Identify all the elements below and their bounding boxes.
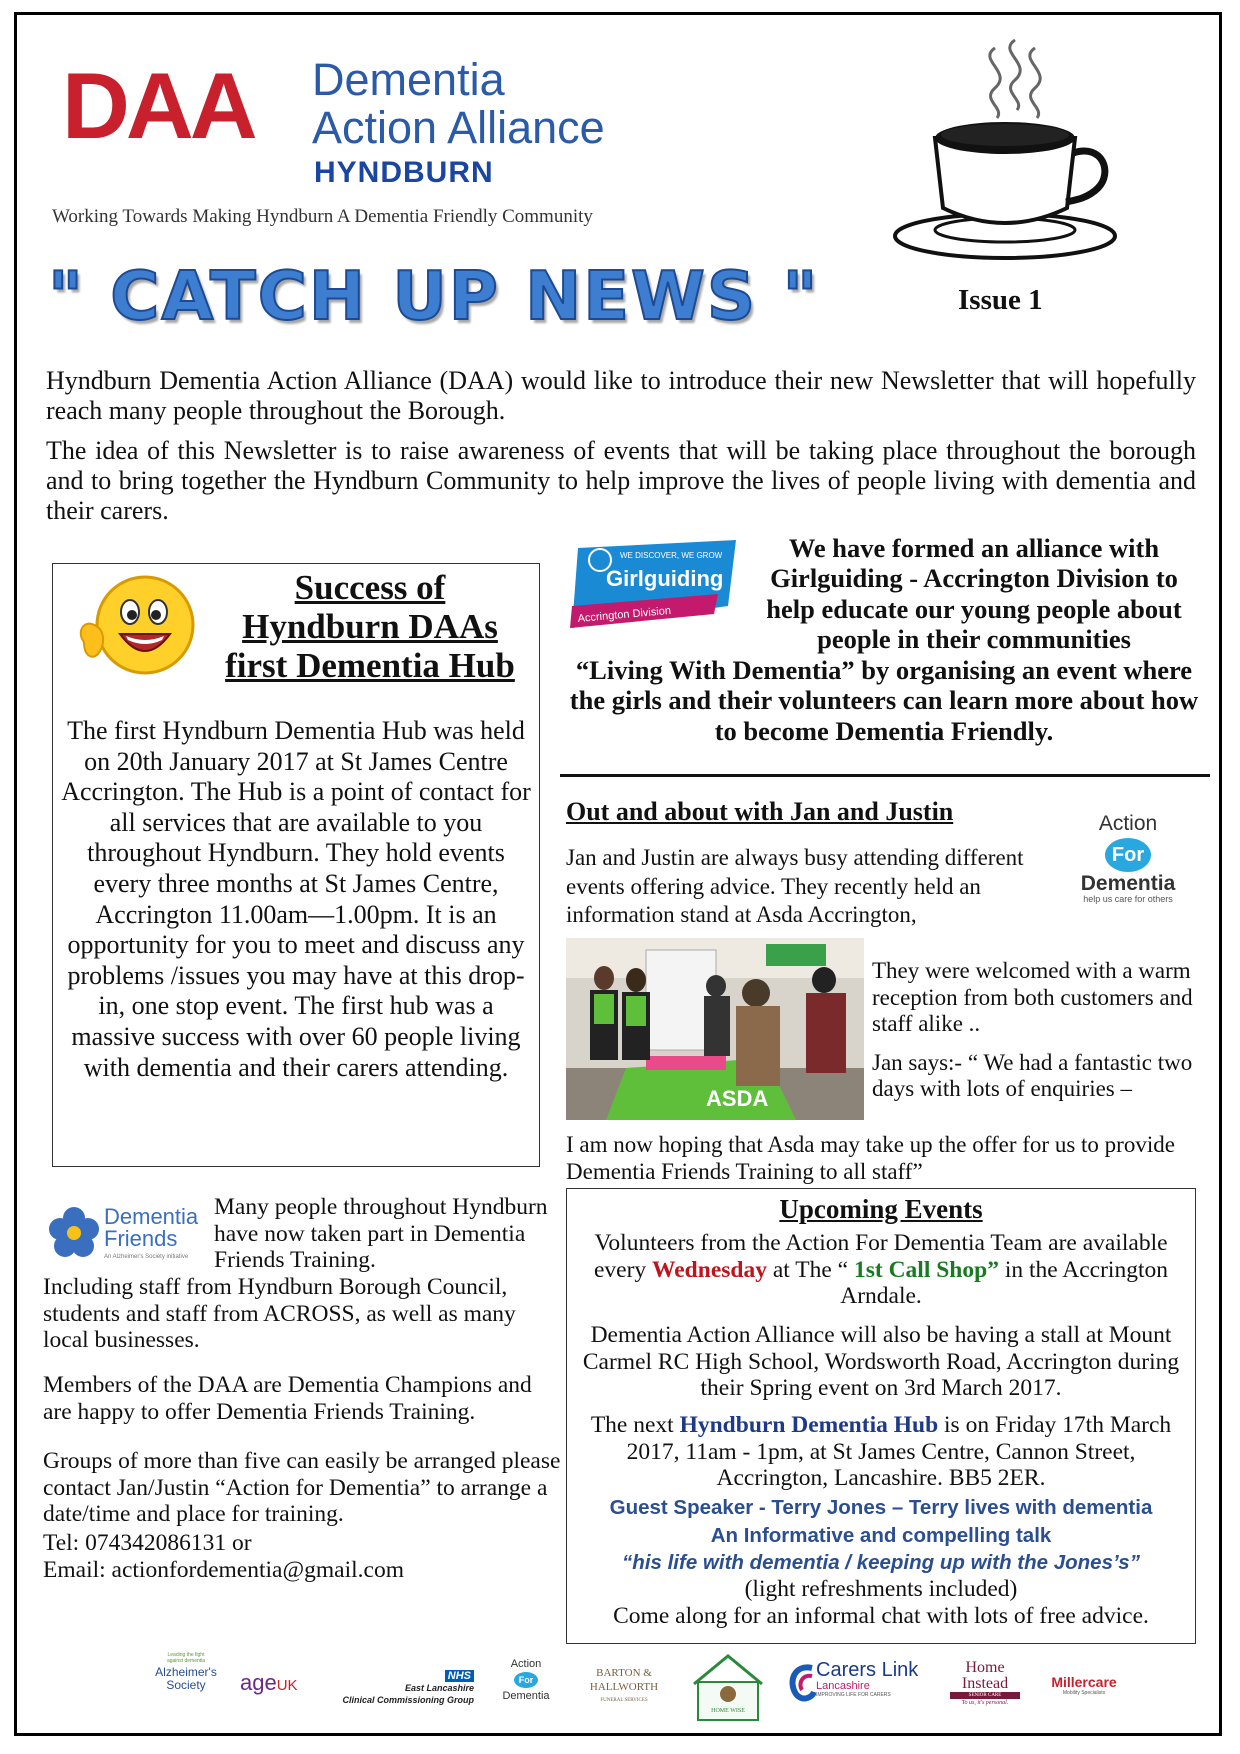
home-instead-line2: Instead <box>961 1675 1009 1692</box>
daa-logo-name <box>312 56 605 152</box>
carers-link-icon <box>786 1662 816 1702</box>
guest-speaker-line3: “his life with dementia / keeping up with the Jones’s” <box>622 1551 1140 1574</box>
hub-title-line3: first Dementia Hub <box>225 646 515 685</box>
bh-line1: BARTON & HALLWORTH <box>589 1667 659 1693</box>
events-p3-b: is on Friday 17th March 2017, 11am - 1pm, at St James Centre, Cannon Street, Accrington, Lancashire. BB5 2ER. <box>626 1412 1172 1491</box>
issue-number: Issue 1 <box>958 284 1043 316</box>
events-p1-b: at The “ <box>766 1256 854 1283</box>
intro-paragraph-2: The idea of this Newsletter is to raise awareness of events that will be taking place throughout the borough and to bring together the Hyndburn Community to help improve the lives of people living with dementia and their carers. <box>46 436 1196 525</box>
events-closing: Come along for an informal chat with lots of free advice. <box>613 1602 1149 1629</box>
guest-speaker-line1: Guest Speaker - Terry Jones – Terry lives with dementia <box>609 1496 1153 1519</box>
home-instead-logo <box>950 1660 1020 1740</box>
friends-paragraph-3: Members of the DAA are Dementia Champions and are happy to offer Dementia Friends Training. <box>43 1372 532 1425</box>
afd-logo-line4: help us care for others <box>1083 894 1173 904</box>
homewise-logo <box>690 1652 766 1722</box>
contact-email[interactable]: Email: actionfordementia@gmail.com <box>43 1556 404 1583</box>
afd-foot-line3: Dementia <box>502 1690 550 1702</box>
asda-event-photo <box>566 938 864 1120</box>
out-about-paragraph-3: Jan says:- “ We had a fantastic two days with lots of enquiries – <box>872 1049 1193 1101</box>
home-instead-line3: SENIOR CARE <box>950 1692 1020 1699</box>
carers-link-line1: Carers Link <box>816 1659 919 1681</box>
events-p3-a: The next <box>590 1412 680 1438</box>
ageuk-uk: UK <box>276 1677 298 1694</box>
afd-logo-line3: Dementia <box>1080 872 1176 895</box>
out-about-paragraph-4: I am now hoping that Asda may take up the offer for us to provide Dementia Friends Training to all staff” <box>566 1132 1175 1184</box>
home-instead-line1: Home <box>965 1659 1005 1676</box>
upcoming-events-title: Upcoming Events <box>779 1194 983 1224</box>
nhs-line1: East Lancashire <box>404 1683 474 1693</box>
age-uk-logo <box>240 1670 320 1750</box>
hub-body: The first Hyndburn Dementia Hub was held on 20th January 2017 at St James Centre Accrington. The Hub is a point of contact for all services that are available to you throughout Hyndburn. They hold events every three months at St James Centre, Accrington 11.00am—1.00pm. It is an opportunity for you to meet and discuss any problems /issues you may have at this drop-in, one stop event. The first hub was a massive success with over 60 people living with dementia and their carers attending. <box>61 716 531 1082</box>
girlguiding-logo-small: WE DISCOVER, WE GROW <box>620 551 723 560</box>
dementia-friends-logo-sub: An Alzheimer's Society initiative <box>104 1254 189 1260</box>
bh-line2: FUNERAL SERVICES <box>600 1698 648 1703</box>
nhs-badge: NHS <box>445 1670 474 1682</box>
action-for-dementia-footer-logo <box>498 1658 554 1738</box>
ageuk-age: age <box>240 1670 277 1695</box>
asda-sign: ASDA <box>706 1086 769 1111</box>
events-refreshments: (light refreshments included) <box>744 1576 1018 1602</box>
nhs-east-lancashire-logo <box>334 1670 474 1750</box>
contact-telephone: Tel: 074342086131 or <box>43 1530 252 1556</box>
dementia-friends-logo-line2: Friends <box>104 1226 178 1251</box>
events-hub-name: Hyndburn Dementia Hub <box>679 1412 939 1438</box>
millercare-sub: Mobility Specialists <box>1062 1690 1106 1696</box>
carers-link-line2: Lancashire <box>816 1680 870 1692</box>
dementia-friends-logo <box>48 1202 208 1268</box>
girlguiding-logo-name: Girlguiding <box>606 566 724 591</box>
guest-speaker-line2: An Informative and compelling talk <box>710 1523 1052 1547</box>
carers-link-line3: IMPROVING LIFE FOR CARERS <box>816 1692 891 1698</box>
daa-logo-location: HYNDBURN <box>314 156 494 189</box>
out-about-quote <box>872 958 1208 1115</box>
daa-logo-line1: Dementia <box>312 54 505 105</box>
hub-title <box>200 568 540 685</box>
daa-logo-letters: DAA <box>62 53 254 158</box>
daa-logo-line2: Action Alliance <box>312 102 605 153</box>
section-divider <box>560 774 1210 777</box>
events-p1-a: Volunteers from the Action For Dementia Team are available every <box>593 1230 1168 1283</box>
homewise-b: WISE <box>730 1708 745 1714</box>
out-about-paragraph-2: They were welcomed with a warm reception from both customers and staff alike .. <box>872 958 1193 1036</box>
carers-link-logo <box>786 1659 919 1740</box>
events-paragraph-2: Dementia Action Alliance will also be having a stall at Mount Carmel RC High School, Wordsworth Road, Accrington during their Spring event on 3rd March 2017. <box>582 1322 1180 1401</box>
alz-name: Alzheimer's Society <box>155 1665 217 1692</box>
forget-me-not-icon <box>48 1206 100 1258</box>
dementia-friends-logo-line1: Dementia <box>104 1204 199 1229</box>
intro-paragraph-1: Hyndburn Dementia Action Alliance (DAA) would like to introduce their new Newsletter that will hopefully reach many people throughout the Borough. <box>46 366 1196 425</box>
afd-foot-line1: Action <box>510 1658 542 1670</box>
friends-paragraph-1: Many people throughout Hyndburn have now taken part in Dementia Friends Training. <box>214 1194 548 1273</box>
intro-text <box>46 366 1196 536</box>
hub-title-line2: Hyndburn DAAs <box>242 607 498 646</box>
girlguiding-text-1: We have formed an alliance with Girlguiding - Accrington Division to help educate our young people about people in their communities <box>766 533 1182 655</box>
guest-speaker <box>570 1494 1192 1577</box>
newsletter-title: " CATCH UP NEWS " <box>48 257 820 335</box>
friends-paragraph-4: Groups of more than five can easily be arranged please contact Jan/Justin “Action for Dementia” to arrange a date/time and place for training. <box>43 1448 561 1527</box>
events-p1-c: in the Accrington Arndale. <box>840 1256 1168 1309</box>
afd-logo-line1: Action <box>1098 812 1158 835</box>
events-paragraph-4 <box>570 1576 1192 1629</box>
smiley-face-icon <box>70 570 200 680</box>
afd-logo-line2: For <box>1105 838 1151 872</box>
barton-hallworth-logo <box>574 1666 674 1746</box>
nhs-line2: Clinical Commissioning Group <box>342 1695 474 1705</box>
friends-paragraph-2: Including staff from Hyndburn Borough Council, students and staff from ACROSS, as well as many local businesses. <box>43 1274 516 1353</box>
coffee-cup-icon <box>885 38 1125 268</box>
girlguiding-text-2: “Living With Dementia” by organising an event where the girls and their volunteers can learn more about how to become Dementia Friendly. <box>569 655 1199 746</box>
hub-title-line1: Success of <box>294 568 446 607</box>
out-about-paragraph-1: Jan and Justin are always busy attending different events offering advice. They recently held an information stand at Asda Accrington, <box>566 845 1024 927</box>
out-about-title: Out and about with Jan and Justin <box>566 797 954 826</box>
homewise-a: HOME <box>711 1708 729 1714</box>
millercare-logo <box>1044 1674 1124 1754</box>
millercare-name: Millercare <box>1051 1674 1117 1690</box>
afd-foot-line2: For <box>514 1672 538 1688</box>
events-paragraph-3 <box>570 1412 1192 1492</box>
events-day: Wednesday <box>652 1256 767 1283</box>
events-shop: 1st Call Shop” <box>853 1256 999 1283</box>
tagline: Working Towards Making Hyndburn A Dementia Friendly Community <box>52 206 593 227</box>
home-instead-line4: To us, it's personal. <box>961 1700 1009 1706</box>
friends-contact <box>43 1530 563 1583</box>
girlguiding-logo-division: Accrington Division <box>577 604 672 625</box>
girlguiding-logo <box>568 536 743 631</box>
alz-tagline: Leading the fight against dementia <box>166 1652 206 1664</box>
action-for-dementia-logo <box>1058 812 1198 912</box>
events-paragraph-1 <box>570 1230 1192 1310</box>
alzheimers-society-logo <box>150 1640 222 1720</box>
